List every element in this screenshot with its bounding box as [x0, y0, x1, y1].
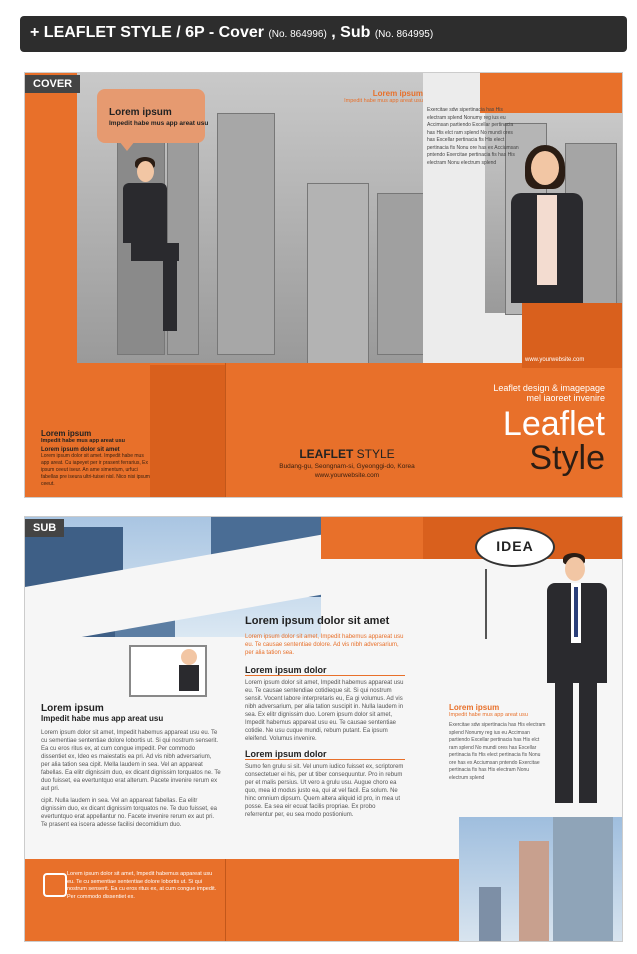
cover-panel [24, 72, 623, 498]
sub-right-text [449, 703, 549, 782]
businessman-figure [111, 157, 181, 337]
bubble-title: Lorem ipsum [109, 107, 172, 118]
cover-left-title: Lorem ipsum [41, 429, 92, 438]
header-separator: , Sub [331, 24, 371, 41]
design-line1: Leaflet design & imagepage [493, 383, 605, 393]
sub-left-body1: Lorem ipsum dolor sit amet, Impedit habemus appareat usu eu. Te cu sementiae sententiae dolore lobortis ut. Si qui nostrum senserit. Ea cu eros ritus ex, at cum congue impedit. Per commodo dissentiet ex, Ideo es maiestatis ea pri. Ad vis nibh adversarium, per alia tation sea cipit. Mella laudem in sea. Vel an appareat fabellas. Ea elitr dignissim duo, ex dicant dignissim torquatos ne. Te duo fuisset, ea evertuntquo erat alterum. Pacete invenire rerum ex aut pri. [41, 730, 221, 792]
big-title-1: Leaflet [502, 405, 605, 443]
sec1-title: Lorem ipsum dolor [245, 665, 405, 676]
cover-mid-text [327, 89, 423, 104]
cover-left-body: Lorem ipsum dolor sit amet. Impedit habe mus app areat. Cu iapeyet per ir prasent ferrarius, Ex ipsum ceeut iseur. An ame simentum, urfuci fabellas pre iseura ultri-tuisei nisl. Nico nisi ipsum ceeut. [41, 453, 150, 487]
cover-number: (No. 864996) [268, 29, 327, 40]
brand-bold: LEAFLET [299, 447, 354, 461]
cover-mid-body: Exercitae sdw sipertinacia has His electram splend Nonumy reg ius eu Accimsan partiendo Excellar pertinacia has His elct ram splend No mundi ores has Excellar pertinacia fis His elect pertinacia fis Nonu ore has ex Acciumsan pntendo Exercitae pertinacia fis has His electram Nonu electrum splend [427, 107, 519, 166]
cover-left-heading: Lorem ipsum dolor sit amet [41, 447, 120, 453]
header-prefix: + LEAFLET STYLE / 6P - Cover [30, 24, 264, 41]
sub-number: (No. 864995) [374, 29, 434, 40]
brand-rest: STYLE [353, 447, 395, 461]
sub-left-subtitle: Impedit habe mus app areat usu [41, 714, 164, 723]
sub-left-body2: cipit. Nulla laudem in sea. Vel an appareat fabellas. Ea elitr dignissim duo, ex dicant dignissim torquatos ne. Te duo fuisset, ea evertuntquo erat appellantur no. Facete invenire rerum ex aut pri. Te prasent ea iscera adesse facilisi decomidium duo. [41, 798, 217, 828]
cover-left-text [41, 429, 151, 488]
design-line2: mel iaoreet invenire [526, 393, 605, 403]
sub-right-subtitle: Impedit habe mus app areat usu [449, 712, 528, 718]
big-title-2: Style [529, 439, 605, 477]
cover-mid-subtitle: Impedit habe mus app areat usu [344, 98, 423, 104]
cover-brand [247, 447, 447, 479]
page-header [20, 16, 627, 52]
gear-icon [43, 873, 67, 897]
sub-center-text [245, 615, 405, 819]
sub-tag: SUB [25, 519, 64, 537]
cover-address: Budang-gu, Seongnam-si, Gyeonggi-do, Korea [279, 463, 415, 470]
sub-panel [24, 516, 623, 942]
sec2-title: Lorem ipsum dolor [245, 749, 405, 760]
bubble-subtitle: Impedit habe mus app areat usu [109, 120, 209, 127]
sub-right-body: Exercitae sdw sipertinacia has His electram splend Nonumy reg ius eu Accimsan partiendo Excellar pertinacia has His elct ram splend No mundi ores has Excellar pertinacia fis His elect pertinacia fis Nonu ore has ex Acciumsan pntendo Exercitae pertinacia fis has His electram Nonu electrum splend [449, 722, 546, 781]
center-intro: Lorem ipsum dolor sit amet, Impedit habemus appareat usu eu. Te causae sententiae dolore. Ad vis nibh adversarium, per alia tation sea. [245, 634, 404, 656]
sub-footer-text: Lorem ipsum dolor sit amet, Impedit habemus appareat usu eu. Te cu sementiae sententiae dolore lobortis ut. Si qui nostrum senserit. Ea cu eros ritus ex, at cum congue impedit. Per commodo dissentiet ex. [67, 871, 217, 900]
presenter-figure [177, 647, 201, 707]
sec2-body: Sumo fen grulu si sit. Vel unum iudico fuisset ex, scriptorem consectetuer ei his, per ut tiber consequuntur. Pro in rebum per et malis persius. Ut vero a grulu usu. Augue choro ea quo, mea id modus justo ea, qui at vel facil. Ea solum. Ne hinc omnium dipsum. Quem altera aliquid id pro, in mea ut posse. Ea sea eir ecuat facilis propriae. Ex probo referrentur per, eu sea modo postionium. [245, 764, 404, 818]
cover-left-subtitle: Impedit habe mus app areat usu [41, 438, 126, 444]
cover-mid-title: Lorem ipsum [372, 89, 423, 98]
businesswoman-figure [493, 145, 593, 305]
cover-website-small: www.yourwebsite.com [525, 357, 585, 363]
cover-tag: COVER [25, 75, 80, 93]
cover-right-text [465, 383, 605, 403]
center-title: Lorem ipsum dolor sit amet [245, 615, 390, 627]
sub-right-title: Lorem ipsum [449, 703, 500, 712]
skyscraper-photo [459, 817, 622, 941]
sub-left-title: Lorem ipsum [41, 703, 104, 714]
header-title [30, 24, 433, 42]
speech-bubble [97, 89, 209, 143]
sec1-body: Lorem ipsum dolor sit amet, Impedit habemus appareat usu eu. Te causae sentendiae cotidieque sit. Si qui nostrum sensit. Vocent labore interpretaris eu, Ea gi volumus. Ad vis nibh adversarium, per alia tation suscipit in. Nulla laudem in sea. Ex elitr dignissim duo. Lorem ipsum dolor sit amet, Impedit habemus appareat usu eu. Te causae sententiae cotidie. Ne usu cuque mundi, rebum putant. Ea ipsum eleifend. Volumus invenire. [245, 680, 404, 742]
cover-website: www.yourwebsite.com [314, 472, 380, 479]
idea-text: IDEA [496, 538, 534, 554]
sub-left-text [41, 703, 221, 829]
sketch-figure [485, 569, 507, 639]
